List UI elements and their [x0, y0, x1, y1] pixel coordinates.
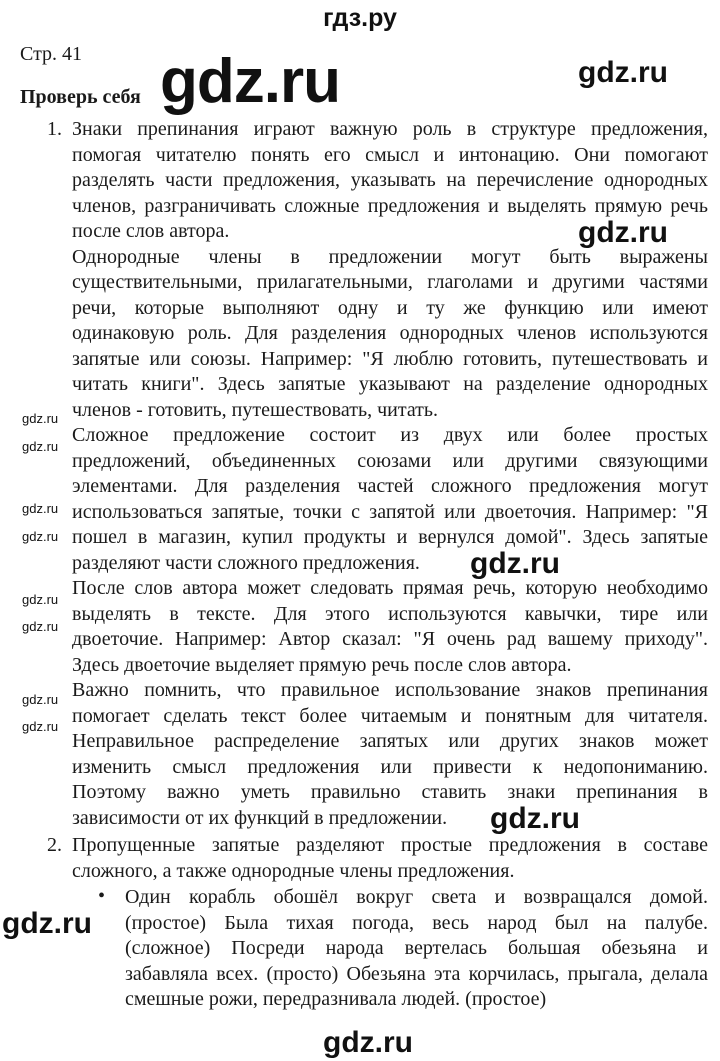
watermark: gdz.ru: [578, 216, 668, 249]
item-number-1: 1.: [47, 118, 62, 140]
text-line: разделяют части сложного предложения.: [72, 551, 420, 574]
text-line: читать книги". Здесь запятые указывают на разделение однородных: [72, 373, 708, 395]
answer-2-bullet: [125, 885, 708, 1013]
text-line: сложного, а также однородные члены предложения.: [72, 859, 515, 882]
paragraph: [72, 678, 708, 835]
text-line: запятые или союзы. Например: "Я люблю готовить, путешествовать и: [72, 347, 708, 370]
site-header: гдз.ру: [323, 4, 397, 32]
text-line: Здесь двоеточие выделяет прямую речь после слов автора.: [72, 653, 572, 676]
text-line: существительными, прилагательными, глаголами и другими частями: [72, 271, 708, 293]
paragraph: [72, 245, 708, 424]
watermark: gdz.ru: [22, 719, 59, 734]
text-line: разделять части предложения, указывать на перечисление однородных: [72, 169, 708, 191]
watermark: gdz.ru: [22, 692, 59, 707]
text-line: Сложное предложение состоит из двух или более простых: [72, 424, 708, 446]
watermark: gdz.ru: [470, 547, 560, 580]
watermark: gdz.ru: [22, 592, 59, 607]
text-line: двоеточие. Например: Автор сказал: "Я очень рад вашему приходу".: [72, 628, 708, 650]
text-line: после слов автора.: [72, 220, 230, 242]
paragraph: [72, 576, 708, 678]
text-line: речи, которые выполняют одну и ту же функцию или имеют: [72, 296, 708, 319]
watermark: gdz.ru: [2, 907, 92, 940]
paragraph: [72, 423, 708, 580]
watermark: gdz.ru: [578, 56, 668, 89]
page-reference: Стр. 41: [20, 43, 83, 65]
text-line: Важно помнить, что правильное использование знаков препинания: [72, 679, 708, 701]
item-number-2: 2.: [47, 834, 62, 856]
watermark: gdz.ru: [22, 439, 59, 454]
text-line: использоваться запятые, точки с запятой или двоеточия. Например: "Я: [72, 500, 708, 523]
text-line: одинаковую роль. Для разделения однородных членов используются: [72, 322, 708, 344]
text-line: изменить смысл предложения или привести к недопониманию.: [72, 755, 708, 778]
watermark: gdz.ru: [22, 619, 59, 634]
text-line: зависимости от их функций в предложении.: [72, 806, 448, 829]
text-line: элементами. Для разделения частей сложного предложения могут: [72, 475, 708, 497]
watermark: gdz.ru: [22, 411, 59, 426]
text-line: Пропущенные запятые разделяют простые предложения в составе: [72, 834, 708, 856]
section-title: Проверь себя: [20, 86, 141, 108]
answer-2: [72, 833, 708, 884]
text-line: (простое) Была тихая погода, весь народ был на палубе.: [125, 911, 708, 934]
watermark: gdz.ru: [323, 1026, 413, 1059]
text-line: Однородные члены в предложении могут быть выражены: [72, 245, 708, 268]
text-line: членов, разграничивать сложные предложения и выделять прямую речь: [72, 194, 708, 217]
watermark: gdz.ru: [160, 47, 340, 116]
text-line: Поэтому важно уметь правильно ставить знаки препинания в: [72, 781, 708, 803]
text-line: Неправильное распределение запятых или других знаков может: [72, 730, 708, 752]
text-line: смешные рожи, передразнивала людей. (простое): [125, 988, 547, 1010]
text-line: Знаки препинания играют важную роль в структуре предложения,: [72, 118, 708, 140]
text-line: членов - готовить, путешествовать, читать.: [72, 398, 439, 421]
text-line: забавляла всех. (просто) Обезьяна эта корчилась, прыгала, делала: [125, 962, 708, 985]
text-line: помогает сделать текст более читаемым и понятным для читателя.: [72, 704, 708, 727]
text-line: Один корабль обошёл вокруг света и возвращался домой.: [125, 886, 708, 908]
watermark: gdz.ru: [22, 501, 59, 516]
text-line: После слов автора может следовать прямая речь, которую необходимо: [72, 577, 708, 599]
text-line: пошел в магазин, купил продукты и вернулся домой". Здесь запятые: [72, 526, 708, 548]
watermark: gdz.ru: [490, 802, 580, 835]
text-line: предложений, объединенных союзами или другими связующими: [72, 449, 708, 472]
text-line: помогая читателю понять его смысл и интонацию. Они помогают: [72, 143, 708, 166]
watermark: gdz.ru: [22, 529, 59, 544]
text-line: выделять в тексте. Для этого используются кавычки, тире или: [72, 602, 708, 625]
bullet-icon: •: [98, 885, 106, 907]
text-line: (сложное) Посреди народа вертелась большая обезьяна и: [125, 937, 708, 959]
